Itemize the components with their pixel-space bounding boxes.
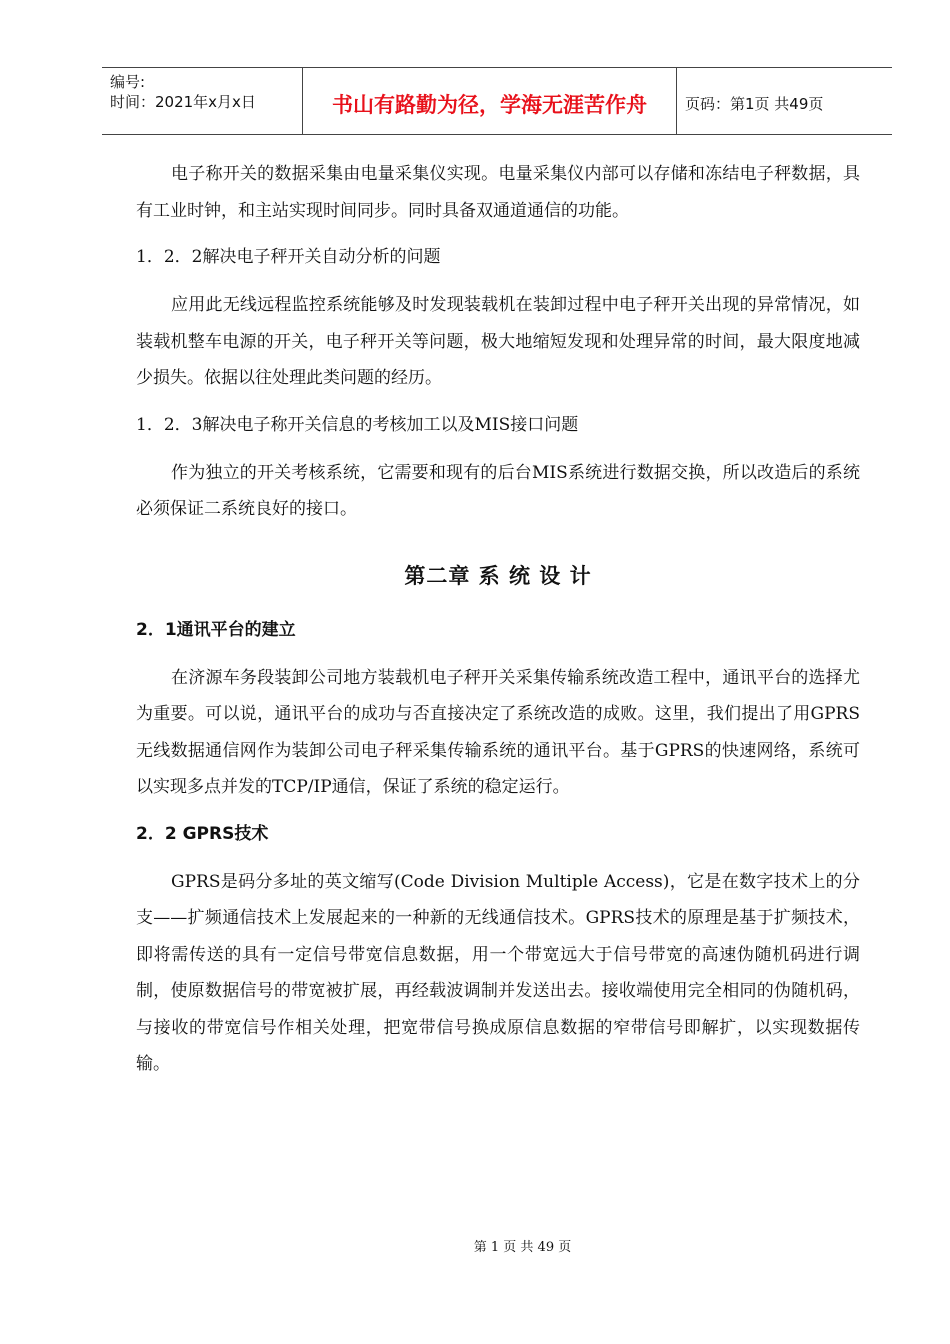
header-page-info: 页码：第1页 共49页 — [685, 94, 824, 113]
chapter-title: 第二章 系 统 设 计 — [404, 563, 592, 588]
page-footer: 第 1 页 共 49 页 — [473, 1240, 572, 1255]
section-heading-2-2: 2．2 GPRS技术 — [136, 823, 269, 844]
date-label: 时间：2021年x月x日 — [110, 93, 256, 111]
section-heading-2-1: 2．1通讯平台的建立 — [136, 619, 296, 640]
header-motto: 书山有路勤为径，学海无涯苦作舟 — [303, 68, 677, 134]
paragraph: 电子称开关的数据采集由电量采集仪实现。电量采集仪内部可以存储和冻结电子秤数据，具有工业时钟，和主站实现时间同步。同时具备双通道通信的功能。 — [136, 164, 860, 221]
section-heading-1-2-3: 1．2．3解决电子称开关信息的考核加工以及MIS接口问题 — [136, 414, 579, 435]
document-body — [136, 156, 860, 1083]
paragraph: 在济源车务段装卸公司地方装载机电子秤开关采集传输系统改造工程中，通讯平台的选择尤为重要。可以说，通讯平台的成功与否直接决定了系统改造的成败。这里，我们提出了用GPRS无线数据通信网作为装卸公司电子秤采集传输系统的通讯平台。基于GPRS的快速网络，系统可以实现多点并发的TCP/IP通信，保证了系统的稳定运行。 — [136, 667, 860, 797]
section-heading-1-2-2: 1．2．2解决电子秤开关自动分析的问题 — [136, 247, 441, 267]
page-header — [102, 67, 892, 135]
paragraph: GPRS是码分多址的英文缩写(Code Division Multiple Access)，它是在数字技术上的分支——扩频通信技术上发展起来的一种新的无线通信技术。GPRS技术的原理是基于扩频技术，即将需传送的具有一定信号带宽信息数据，用一个带宽远大于信号带宽的高速伪随机码进行调制，使原数据信号的带宽被扩展，再经载波调制并发送出去。接收端使用完全相同的伪随机码，与接收的带宽信号作相关处理，把宽带信号换成原信息数据的窄带信号即解扩，以实现数据传输。 — [136, 871, 860, 1074]
header-meta-cell — [102, 68, 303, 134]
paragraph: 作为独立的开关考核系统，它需要和现有的后台MIS系统进行数据交换，所以改造后的系统必须保证二系统良好的接口。 — [136, 462, 860, 519]
paragraph: 应用此无线远程监控系统能够及时发现装载机在装卸过程中电子秤开关出现的异常情况，如装载机整车电源的开关，电子秤开关等问题，极大地缩短发现和处理异常的时间，最大限度地减少损失。依据以往处理此类问题的经历。 — [136, 295, 860, 388]
serial-number-label: 编号: — [110, 73, 146, 91]
